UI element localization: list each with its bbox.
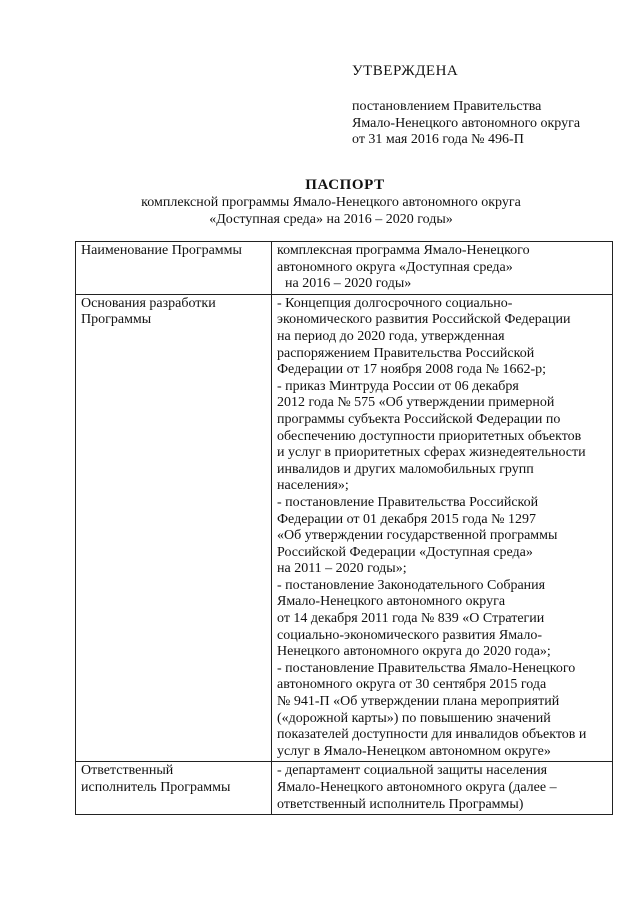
row-value-line: Российской Федерации «Доступная среда» — [277, 544, 533, 560]
document-subtitle-line: «Доступная среда» на 2016 – 2020 годы» — [209, 212, 453, 227]
row-value-line: Ямало-Ненецкого автономного округа (далее – — [277, 780, 557, 795]
row-value-line: Федерации от 17 ноября 2008 года № 1662-р; — [277, 362, 547, 378]
row-value-line: автономного округа «Доступная среда» — [277, 259, 513, 275]
row-label-cell — [76, 242, 272, 295]
row-label-line: Основания разработки — [81, 295, 216, 311]
row-value-line: обеспечению доступности приоритетных объектов — [277, 428, 582, 444]
approval-block — [352, 62, 622, 149]
table-row — [76, 762, 613, 815]
row-value-line: - Концепция долгосрочного социально- — [277, 295, 513, 311]
row-value-cell — [272, 294, 613, 762]
row-value-line: услуг в Ямало-Ненецком автономном округе» — [277, 743, 551, 759]
passport-table-body — [76, 242, 613, 815]
row-value-line: 2012 года № 575 «Об утверждении примерной — [277, 395, 555, 411]
approval-title: УТВЕРЖДЕНА — [352, 63, 459, 79]
table-row — [76, 242, 613, 295]
row-value-line: - приказ Минтруда России от 06 декабря — [277, 378, 519, 394]
row-value-line: Ненецкого автономного округа до 2020 года»; — [277, 644, 551, 660]
row-value-line: - департамент социальной защиты населения — [277, 763, 548, 779]
row-value-line: на 2011 – 2020 годы»; — [277, 561, 407, 577]
row-value-line: на период до 2020 года, утвержденная — [277, 328, 505, 344]
row-value-line: автономного округа от 30 сентября 2015 года — [277, 677, 547, 693]
passport-table — [75, 241, 613, 815]
document-heading: ПАСПОРТ — [305, 177, 385, 193]
approval-line: от 31 мая 2016 года № 496-П — [352, 132, 524, 147]
row-label-line: Программы — [81, 312, 152, 328]
table-row — [76, 294, 613, 762]
row-value-cell — [272, 762, 613, 815]
row-value-line: комплексная программа Ямало-Ненецкого — [277, 243, 530, 258]
approval-line: постановлением Правительства — [352, 99, 542, 114]
row-label-cell — [76, 762, 272, 815]
row-value-line: № 941-П «Об утверждении плана мероприятий — [277, 694, 560, 710]
row-value-line: Ямало-Ненецкого автономного округа — [277, 594, 506, 610]
row-value-line: экономического развития Российской Федерации — [277, 312, 571, 328]
document-title-block — [0, 176, 640, 228]
row-label-line: Наименование Программы — [81, 243, 242, 258]
row-label-line: исполнитель Программы — [81, 780, 231, 795]
row-value-line: социально-экономического развития Ямало- — [277, 627, 543, 643]
row-value-line: и услуг в приоритетных сферах жизнедеятельности — [277, 445, 586, 461]
row-value-line: ответственный исполнитель Программы) — [277, 796, 524, 812]
row-value-line: программы субъекта Российской Федерации по — [277, 411, 561, 427]
row-value-line: - постановление Правительства Российской — [277, 494, 539, 510]
row-value-line: («дорожной карты») по повышению значений — [277, 710, 551, 726]
document-subtitle-line: комплексной программы Ямало-Ненецкого автономного округа — [141, 195, 521, 210]
approval-line: Ямало-Ненецкого автономного округа — [352, 115, 581, 131]
row-value-line: - постановление Правительства Ямало-Ненецкого — [277, 660, 576, 676]
row-value-line: на 2016 – 2020 годы» — [285, 276, 412, 292]
row-value-line: - постановление Законодательного Собрания — [277, 577, 546, 593]
row-value-cell — [272, 242, 613, 295]
row-label-line: Ответственный — [81, 763, 174, 779]
row-value-line: «Об утверждении государственной программы — [277, 528, 558, 544]
row-value-line: распоряжением Правительства Российской — [277, 345, 535, 361]
row-value-line: показателей доступности для инвалидов объектов и — [277, 727, 587, 743]
row-value-line: Федерации от 01 декабря 2015 года № 1297 — [277, 511, 536, 527]
row-value-line: инвалидов и других маломобильных групп — [277, 461, 534, 477]
row-label-cell — [76, 294, 272, 762]
row-value-line: населения»; — [277, 478, 349, 494]
row-value-line: от 14 декабря 2011 года № 839 «О Стратегии — [277, 611, 545, 627]
